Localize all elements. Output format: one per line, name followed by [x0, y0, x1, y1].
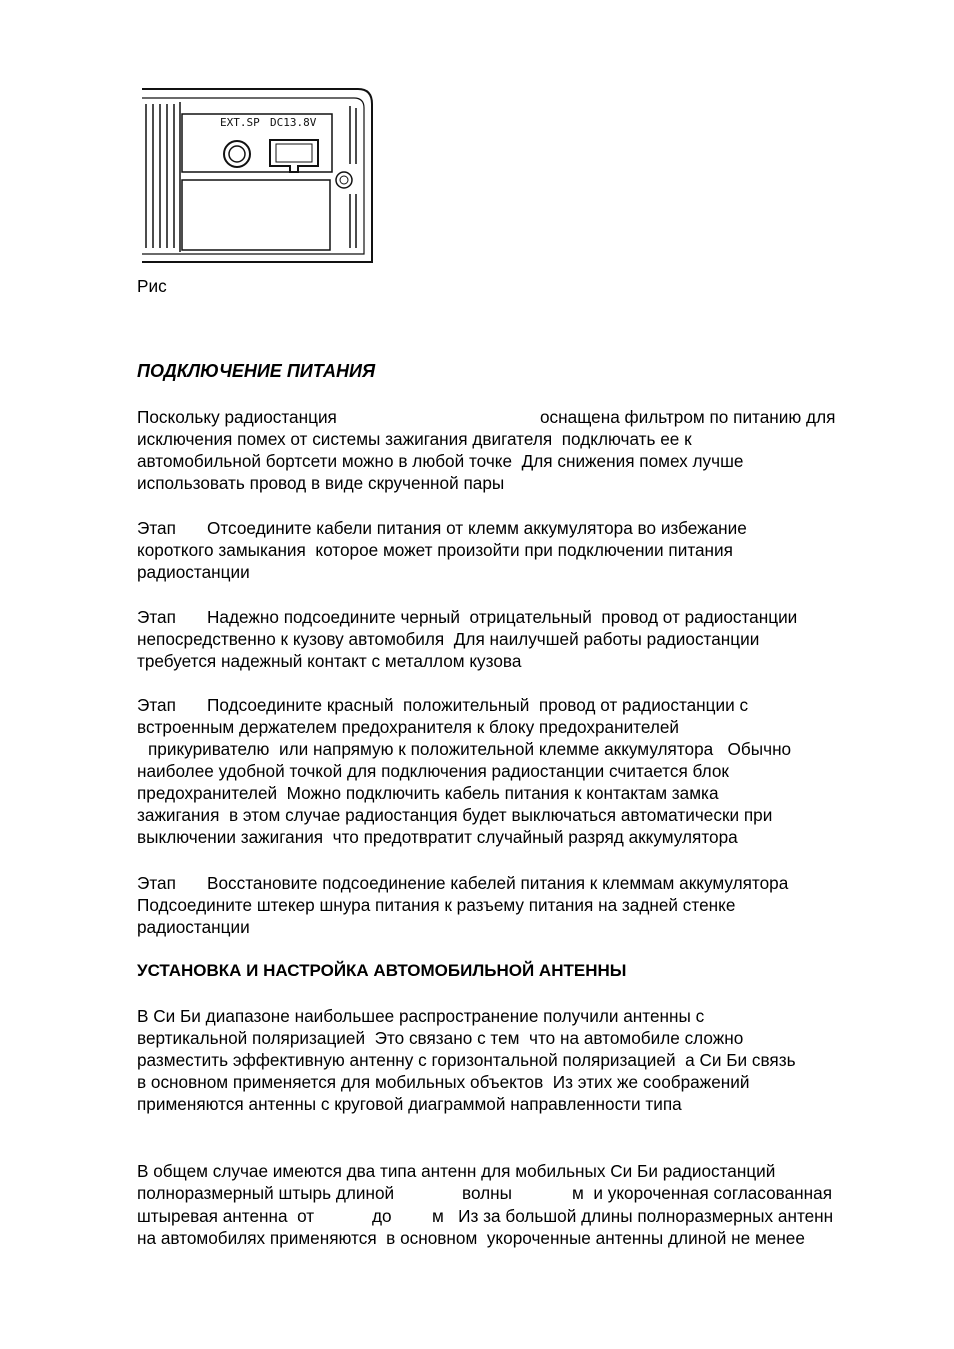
paragraph-line: наиболее удобной точкой для подключения радиостанции считается блок — [137, 761, 729, 781]
paragraph-line: Подсоедините штекер шнура питания к разъему питания на задней стенке — [137, 895, 736, 915]
paragraph-line: на автомобилях применяются в основном укороченные антенны длиной не менее — [137, 1228, 805, 1248]
text-fragment: полноразмерный штырь длиной — [137, 1183, 395, 1203]
text-fragment: Подсоедините красный положительный провод от радиостанции с — [207, 695, 749, 715]
step-label: Этап — [137, 518, 176, 538]
paragraph-line — [137, 1205, 897, 1293]
paragraph-line: в основном применяется для мобильных объектов Из этих же соображений — [137, 1072, 750, 1092]
text-fragment: волны — [462, 1183, 512, 1203]
paragraph-line: использовать провод в виде скрученной пары — [137, 473, 505, 493]
step-label: Этап — [137, 695, 176, 715]
radio-rear-panel-figure — [140, 84, 376, 269]
paragraph-line: прикуривателю или напрямую к положительной клемме аккумулятора Обычно — [148, 739, 792, 759]
step-label: Этап — [137, 607, 176, 627]
paragraph-line: разместить эффективную антенну с горизонтальной поляризацией а Си Би связь — [137, 1050, 796, 1070]
section-title-power: ПОДКЛЮЧЕНИЕ ПИТАНИЯ — [137, 361, 376, 381]
paragraph-line: В общем случае имеются два типа антенн для мобильных Си Би радиостанций — [137, 1161, 776, 1181]
paragraph-line: В Си Би диапазоне наибольшее распространение получили антенны с — [137, 1006, 705, 1026]
figure-caption: Рис — [137, 276, 167, 296]
text-fragment: Отсоедините кабели питания от клемм аккумулятора во избежание — [207, 518, 747, 538]
section-title-antenna: УСТАНОВКА И НАСТРОЙКА АВТОМОБИЛЬНОЙ АНТЕННЫ — [137, 961, 627, 980]
dc-label: DC13.8V — [270, 116, 317, 129]
paragraph-line: применяются антенны с круговой диаграммой направленности типа — [137, 1094, 682, 1114]
paragraph-line: выключении зажигания что предотвратит случайный разряд аккумулятора — [137, 827, 738, 847]
paragraph-line: встроенным держателем предохранителя к блоку предохранителей — [137, 717, 680, 737]
paragraph-line: требуется надежный контакт с металлом кузова — [137, 651, 522, 671]
ext-sp-label: EXT.SP — [220, 116, 260, 129]
text-fragment: оснащена фильтром по питанию для — [540, 407, 836, 427]
paragraph-line: предохранителей Можно подключить кабель питания к контактам замка — [137, 783, 719, 803]
text-fragment: до — [372, 1206, 392, 1226]
paragraph-line: радиостанции — [137, 562, 250, 582]
text-fragment: Надежно подсоедините черный отрицательный провод от радиостанции — [207, 607, 798, 627]
paragraph-line: исключения помех от системы зажигания двигателя подключать ее к — [137, 429, 692, 449]
paragraph-line: непосредственно к кузову автомобиля Для наилучшей работы радиостанции — [137, 629, 760, 649]
paragraph-line: автомобильной бортсети можно в любой точке Для снижения помех лучше — [137, 451, 744, 471]
paragraph-line: короткого замыкания которое может произойти при подключении питания — [137, 540, 733, 560]
text-fragment: м Из за большой длины полноразмерных антенн — [432, 1206, 834, 1226]
text-fragment: м и укороченная согласованная — [572, 1183, 833, 1203]
step-label: Этап — [137, 873, 176, 893]
paragraph-line: вертикальной поляризацией Это связано с тем что на автомобиле сложно — [137, 1028, 744, 1048]
text-fragment: Восстановите подсоединение кабелей питания к клеммам аккумулятора — [207, 873, 789, 893]
paragraph-line: зажигания в этом случае радиостанция будет выключаться автоматически при — [137, 805, 773, 825]
paragraph-line: радиостанции — [137, 917, 250, 937]
text-fragment: штыревая антенна от — [137, 1206, 315, 1226]
text-fragment: Поскольку радиостанция — [137, 407, 337, 427]
